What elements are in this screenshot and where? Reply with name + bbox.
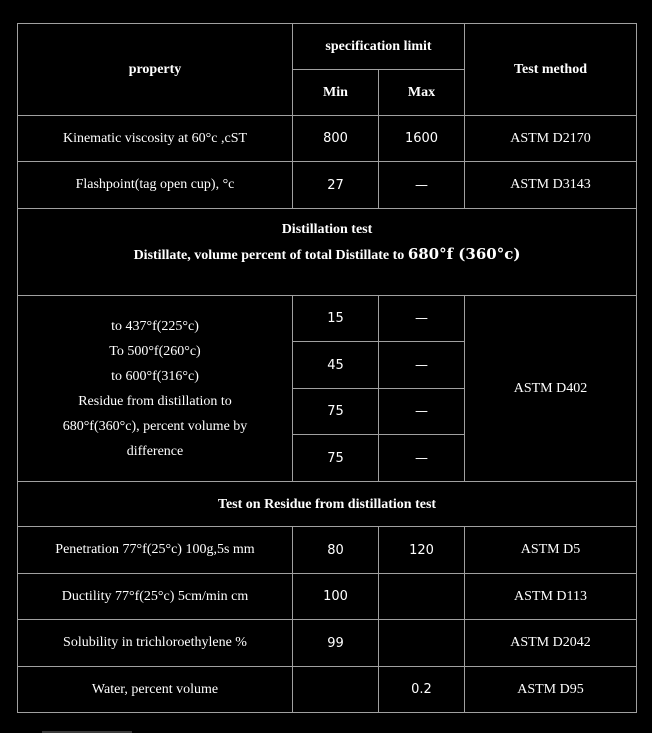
min-cell: 75 xyxy=(293,435,379,482)
header-specification-limit: specification limit xyxy=(293,24,465,70)
min-cell: 800 xyxy=(293,116,379,162)
min-cell: 99 xyxy=(293,620,379,667)
max-cell: — xyxy=(379,435,465,482)
property-cell: Penetration 77°f(25°c) 100g,5s mm xyxy=(18,527,293,574)
header-test-method: Test method xyxy=(465,24,637,116)
max-cell xyxy=(379,574,465,620)
distillation-property-cell xyxy=(18,296,293,482)
table-row xyxy=(18,162,637,209)
method-cell: ASTM D2170 xyxy=(465,116,637,162)
table-row xyxy=(18,527,637,574)
method-cell: ASTM D113 xyxy=(465,574,637,620)
max-cell: — xyxy=(379,296,465,342)
min-cell: 80 xyxy=(293,527,379,574)
section-header-residue xyxy=(18,482,637,527)
distillation-title: Distillation test xyxy=(281,222,373,237)
table-row xyxy=(18,116,637,162)
method-cell: ASTM D402 xyxy=(465,296,637,482)
distillation-subtitle-temp: 680°f (360°c) xyxy=(407,245,521,263)
table-row xyxy=(18,296,637,342)
distillation-line: to 600°f(316°c) xyxy=(111,368,199,384)
property-cell: Water, percent volume xyxy=(18,667,293,713)
distillation-subtitle xyxy=(18,242,636,268)
residue-title: Test on Residue from distillation test xyxy=(18,482,637,527)
min-cell: 27 xyxy=(293,162,379,209)
distillation-line: to 437°f(225°c) xyxy=(111,318,199,334)
section-header-distillation xyxy=(18,209,637,296)
distillation-subtitle-text: Distillate, volume percent of total Distillate to xyxy=(133,248,408,263)
specification-table xyxy=(17,23,637,713)
min-cell: 100 xyxy=(293,574,379,620)
min-cell: 75 xyxy=(293,389,379,435)
distillation-line: 680°f(360°c), percent volume by xyxy=(62,418,248,434)
table-row xyxy=(18,620,637,667)
property-cell: Ductility 77°f(25°c) 5cm/min cm xyxy=(18,574,293,620)
max-cell xyxy=(379,620,465,667)
distillation-line: Residue from distillation to xyxy=(78,393,232,409)
table-row xyxy=(18,574,637,620)
method-cell: ASTM D95 xyxy=(465,667,637,713)
property-cell: Solubility in trichloroethylene % xyxy=(18,620,293,667)
property-cell: Kinematic viscosity at 60°c ,cST xyxy=(18,116,293,162)
min-cell xyxy=(293,667,379,713)
max-cell: — xyxy=(379,162,465,209)
header-property: property xyxy=(18,24,293,116)
table-row xyxy=(18,667,637,713)
max-cell: 1600 xyxy=(379,116,465,162)
distillation-line: difference xyxy=(126,443,184,459)
min-cell: 15 xyxy=(293,296,379,342)
max-cell: — xyxy=(379,389,465,435)
max-cell: — xyxy=(379,342,465,389)
max-cell: 0.2 xyxy=(379,667,465,713)
min-cell: 45 xyxy=(293,342,379,389)
max-cell: 120 xyxy=(379,527,465,574)
method-cell: ASTM D3143 xyxy=(465,162,637,209)
property-cell: Flashpoint(tag open cup), °c xyxy=(18,162,293,209)
distillation-line: To 500°f(260°c) xyxy=(109,343,201,359)
header-min: Min xyxy=(293,70,379,116)
method-cell: ASTM D5 xyxy=(465,527,637,574)
header-max: Max xyxy=(379,70,465,116)
method-cell: ASTM D2042 xyxy=(465,620,637,667)
